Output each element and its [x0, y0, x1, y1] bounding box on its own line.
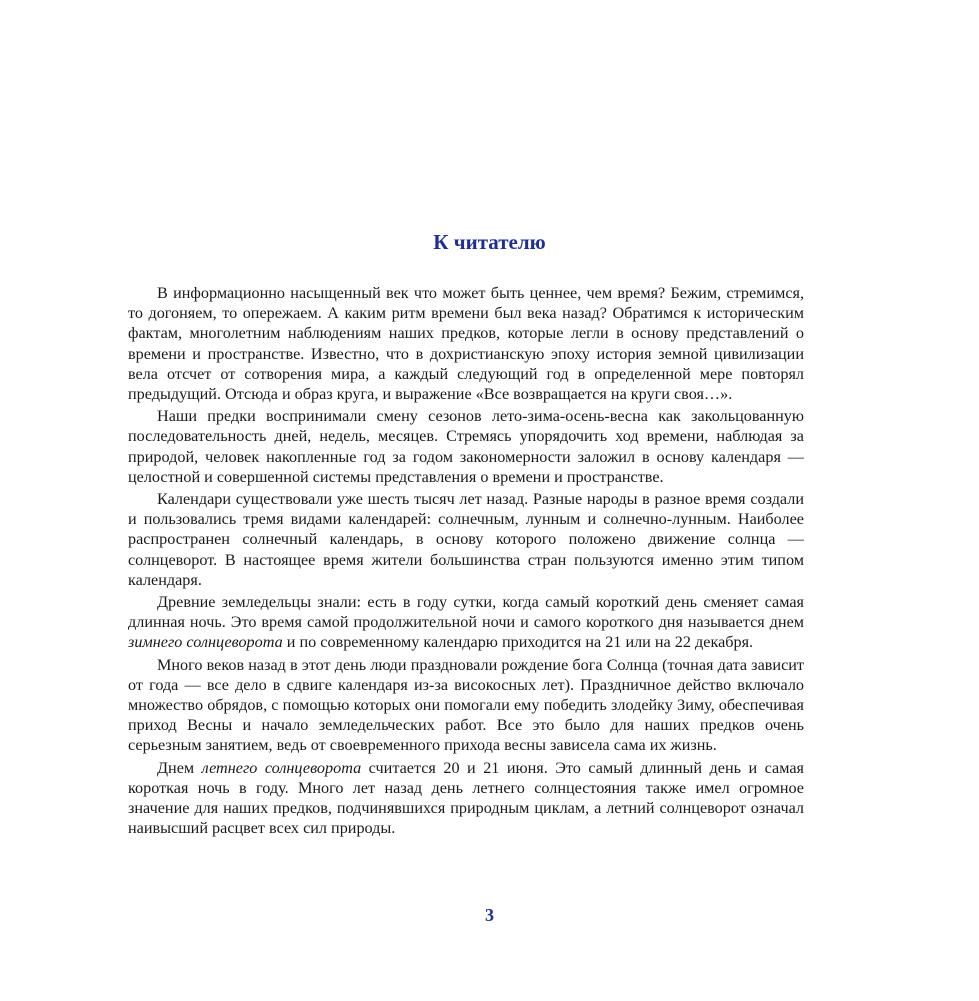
- paragraph: [128, 283, 804, 404]
- paragraph: [128, 655, 804, 756]
- text-segment: Календари существовали уже шесть тысяч лет назад. Разные народы в разное время создали и пользовались тремя видами календарей: солнечным, лунным и солнечно-лунным. Наиболее распространен солнечный календарь, в основу которого положено движение солнца — солнцеворот. В настоящее время жители большинства стран пользуются именно этим типом календаря.: [128, 490, 804, 589]
- page-number: 3: [485, 905, 494, 925]
- text-segment: В информационно насыщенный век что может быть ценнее, чем время? Бежим, стремимся, то догоняем, то опережаем. А каким ритм времени был века назад? Обратимся к историческим фактам, многолетним наблюдениям наших предков, которые легли в основу представлений о времени и пространстве. Известно, что в дохристианскую эпоху история земной цивилизации вела отсчет от сотворения мира, а каждый следующий год в определенной мере повторял предыдущий. Отсюда и образ круга, и выражение «Все возвращается на круги своя…».: [128, 284, 804, 404]
- text-segment: считается 20 и 21 июня. Это самый длинный день и самая короткая ночь в году. Много лет назад день летнего солнцестояния также имел огромное значение для наших предков, подчинявшихся природным циклам, а летний солнцеворот означал наивысший расцвет всех сил природы.: [128, 758, 804, 838]
- text-segment: Древние земледельцы знали: есть в году сутки, когда самый короткий день сменяет самая длинная ночь. Это время самой продолжительной ночи и самого короткого дня называется днем: [128, 593, 804, 632]
- paragraph: [128, 758, 804, 839]
- body-text: [128, 283, 804, 838]
- paragraph: [128, 592, 804, 653]
- paragraph: [128, 406, 804, 487]
- italic-term: летнего солнцеворота: [201, 758, 362, 777]
- text-segment: и по современному календарю приходится на 21 или на 22 декабря.: [282, 633, 754, 652]
- text-segment: Много веков назад в этот день люди праздновали рождение бога Солнца (точная дата зависит от года — все дело в сдвиге календаря из-за високосных лет). Праздничное действо включало множество обрядов, с помощью которых они помогали ему победить злодейку Зиму, обеспечивая приход Весны и начало земледельческих работ. Все это было для наших предков очень серьезным занятием, ведь от своевременного прихода весны зависела сама их жизнь.: [128, 655, 804, 755]
- text-segment: Наши предки воспринимали смену сезонов лето-зима-осень-весна как закольцованную последовательность дней, недель, месяцев. Стремясь упорядочить ход времени, наблюдая за природой, человек накопленные год за годом закономерности заложил в основу календаря — целостной и совершенной системы представления о времени и пространстве.: [128, 407, 804, 486]
- italic-term: зимнего солнцеворота: [128, 633, 283, 652]
- text-segment: Днем: [157, 758, 202, 777]
- paragraph: [128, 489, 804, 590]
- page-title: К читателю: [433, 230, 546, 254]
